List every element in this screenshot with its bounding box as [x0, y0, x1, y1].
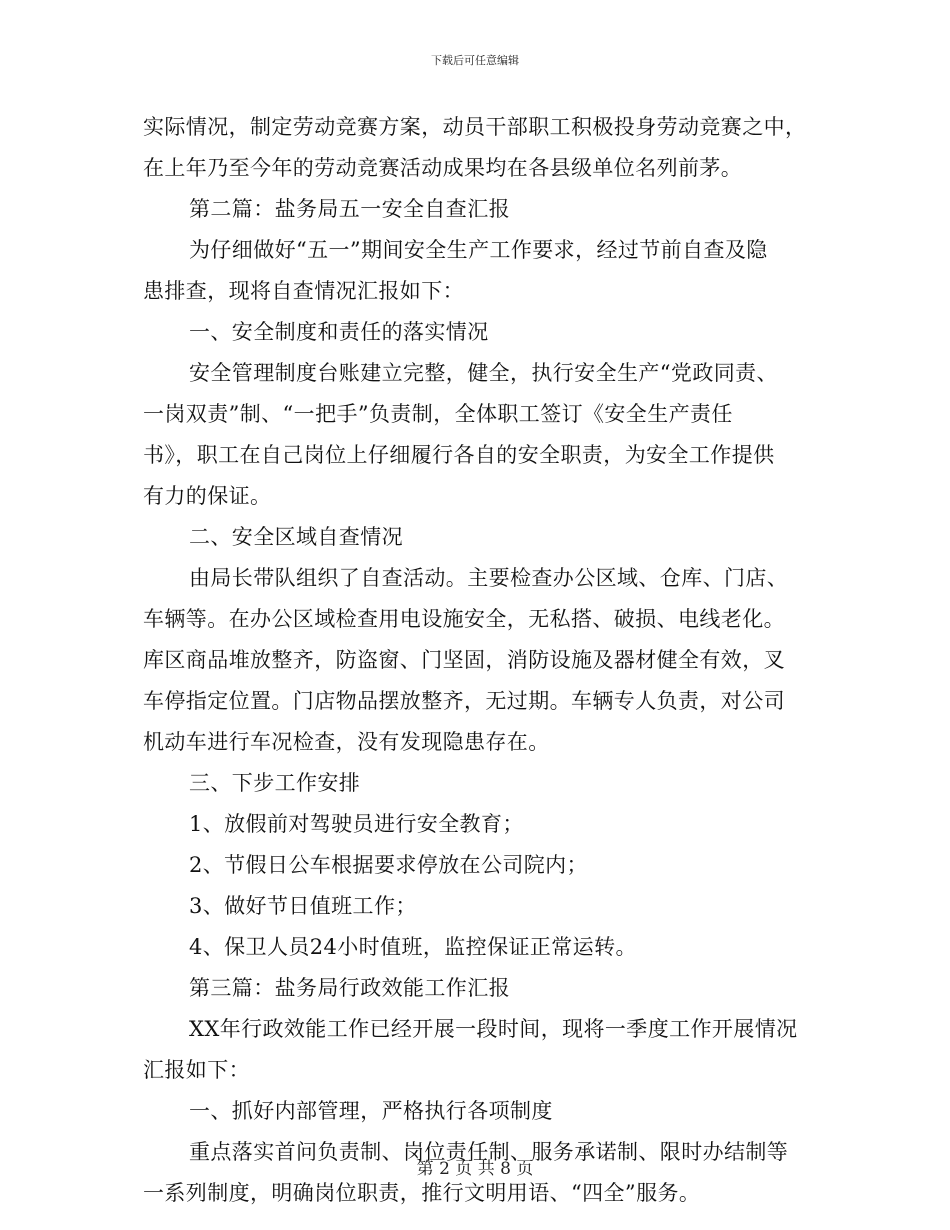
section-title: 第二篇：盐务局五一安全自查汇报	[189, 197, 510, 221]
paragraph-line: 为仔细做好“五一”期间安全生产工作要求，经过节前自查及隐	[189, 238, 768, 262]
list-item: 4、保卫人员24小时值班，监控保证正常运转。	[189, 935, 637, 959]
heading-line: 一、抓好内部管理，严格执行各项制度	[189, 1099, 553, 1123]
paragraph-line: 由局长带队组织了自查活动。主要检查办公区域、仓库、门店、	[189, 566, 789, 590]
heading-line: 一、安全制度和责任的落实情况	[189, 320, 489, 344]
paragraph-line: 安全管理制度台账建立完整，健全，执行安全生产“党政同责、	[189, 361, 778, 385]
section-title: 第三篇：盐务局行政效能工作汇报	[189, 976, 510, 1000]
paragraph-line: 重点落实首问负责制、岗位责任制、服务承诺制、限时办结制等	[189, 1140, 789, 1164]
document-body	[143, 107, 808, 1214]
paragraph-line: 一岗双责”制、“一把手”负责制，全体职工签订《安全生产责任	[143, 402, 733, 426]
paragraph-line: 患排查，现将自查情况汇报如下：	[143, 279, 464, 303]
paragraph-line: 一系列制度，明确岗位职责，推行文明用语、“四全”服务。	[143, 1181, 701, 1205]
paragraph-line: 车辆等。在办公区域检查用电设施安全，无私搭、破损、电线老化。	[143, 607, 785, 631]
paragraph-line: 汇报如下：	[143, 1058, 250, 1082]
heading-line: 二、安全区域自查情况	[189, 525, 403, 549]
paragraph-line: 实际情况，制定劳动竞赛方案，动员干部职工积极投身劳动竞赛之中，	[143, 115, 807, 139]
list-item: 2、节假日公车根据要求停放在公司院内；	[189, 853, 588, 877]
paragraph-line: 机动车进行车况检查，没有发现隐患存在。	[143, 730, 550, 754]
paragraph-line: 有力的保证。	[143, 484, 272, 508]
page-footer: 第 2 页 共 8 页	[416, 1159, 534, 1179]
paragraph-line: 书》，职工在自己岗位上仔细履行各自的安全职责，为安全工作提供	[143, 443, 775, 467]
heading-line: 三、下步工作安排	[189, 771, 361, 795]
paragraph-line: 车停指定位置。门店物品摆放整齐，无过期。车辆专人负责，对公司	[143, 689, 785, 713]
list-item: 1、放假前对驾驶员进行安全教育；	[189, 812, 524, 836]
paragraph-line: XX年行政效能工作已经开展一段时间，现将一季度工作开展情况	[189, 1017, 798, 1041]
page-header: 下载后可任意编辑	[431, 54, 519, 67]
list-item: 3、做好节日值班工作；	[189, 894, 417, 918]
paragraph-line: 库区商品堆放整齐，防盗窗、门坚固，消防设施及器材健全有效，叉	[143, 648, 785, 672]
paragraph-line: 在上年乃至今年的劳动竞赛活动成果均在各县级单位名列前茅。	[143, 156, 743, 180]
